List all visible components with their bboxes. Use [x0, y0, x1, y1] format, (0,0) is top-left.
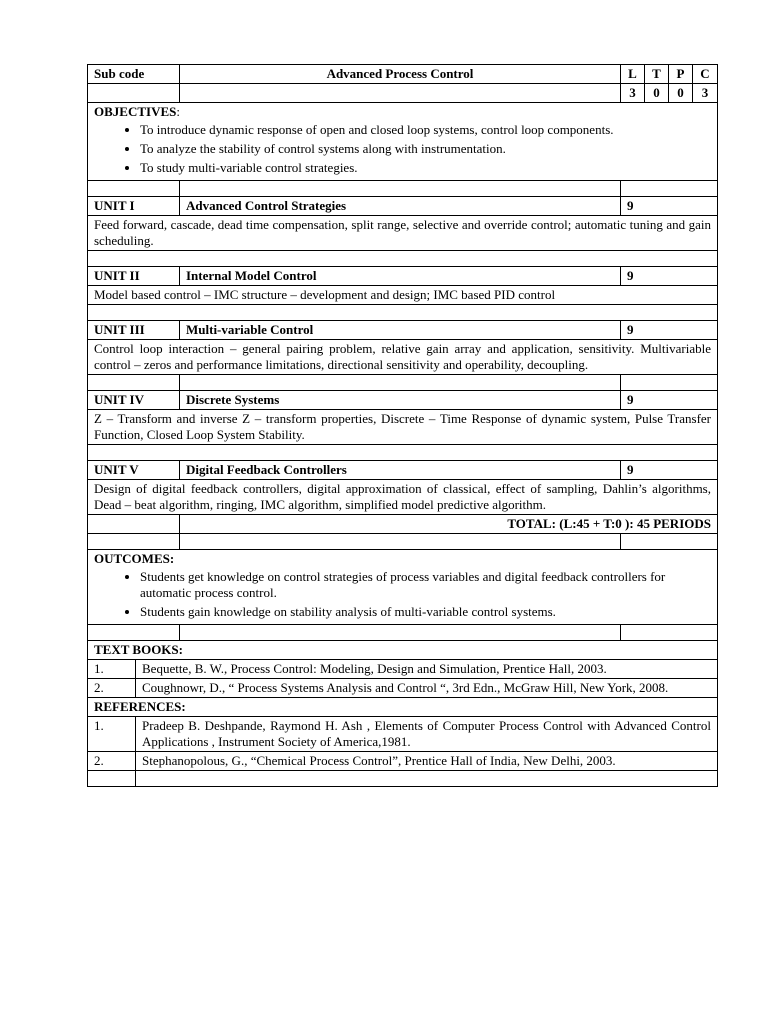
empty-cell: [88, 84, 180, 103]
spacer-row: [88, 251, 718, 267]
unit-5-title: Digital Feedback Controllers: [180, 461, 621, 480]
empty-cell: [88, 305, 718, 321]
objectives-section: [88, 103, 718, 181]
unit-2-label: UNIT II: [88, 267, 180, 286]
unit-3-content-row: [88, 340, 718, 375]
syllabus-table: [87, 64, 718, 787]
total-periods: TOTAL: (L:45 + T:0 ): 45 PERIODS: [180, 515, 718, 534]
ltpc-label-l: L: [621, 65, 645, 84]
unit-4-hours: 9: [621, 391, 718, 410]
empty-cell: [88, 534, 180, 550]
reference-entry: Stephanopolous, G., “Chemical Process Control”, Prentice Hall of India, New Delhi, 2003.: [136, 752, 718, 771]
course-title: Advanced Process Control: [180, 65, 621, 84]
unit-4-content: Z – Transform and inverse Z – transform properties, Discrete – Time Response of dynamic system, Pulse Transfer Function, Closed Loop System Stability.: [88, 410, 718, 445]
text-books-heading: TEXT BOOKS:: [88, 641, 718, 660]
unit-4-title: Discrete Systems: [180, 391, 621, 410]
empty-cell: [621, 534, 718, 550]
unit-1-label: UNIT I: [88, 197, 180, 216]
empty-cell: [88, 771, 136, 787]
unit-2-header: [88, 267, 718, 286]
unit-1-content-row: [88, 216, 718, 251]
objective-item: • To analyze the stability of control systems along with instrumentation.: [140, 141, 711, 157]
text-book-row: [88, 660, 718, 679]
ltpc-value-t: 0: [645, 84, 669, 103]
unit-5-hours: 9: [621, 461, 718, 480]
unit-1-header: [88, 197, 718, 216]
text-books-heading-row: [88, 641, 718, 660]
unit-4-header: [88, 391, 718, 410]
text-book-row: [88, 679, 718, 698]
objectives-colon: :: [176, 104, 180, 119]
unit-5-header: [88, 461, 718, 480]
reference-number: 1.: [88, 717, 136, 752]
unit-3-title: Multi-variable Control: [180, 321, 621, 340]
empty-cell: [88, 515, 180, 534]
unit-1-content: Feed forward, cascade, dead time compensation, split range, selective and override control; automatic tuning and gain scheduling.: [88, 216, 718, 251]
text-book-number: 2.: [88, 679, 136, 698]
references-heading-row: [88, 698, 718, 717]
empty-cell: [88, 181, 180, 197]
unit-3-header: [88, 321, 718, 340]
outcomes-heading: OUTCOMES:: [94, 551, 175, 566]
unit-4-label: UNIT IV: [88, 391, 180, 410]
outcome-item: • Students get knowledge on control strategies of process variables and digital feedback controllers for automatic process control.: [140, 569, 711, 601]
unit-3-label: UNIT III: [88, 321, 180, 340]
empty-cell: [621, 625, 718, 641]
outcomes-section: [88, 550, 718, 625]
objectives-cell: [88, 103, 718, 181]
empty-cell: [88, 251, 718, 267]
unit-4-content-row: [88, 410, 718, 445]
unit-1-hours: 9: [621, 197, 718, 216]
reference-row: [88, 752, 718, 771]
spacer-row: [88, 305, 718, 321]
empty-cell: [180, 534, 621, 550]
ltpc-value-l: 3: [621, 84, 645, 103]
outcomes-list: [94, 569, 711, 620]
spacer-row: [88, 375, 718, 391]
syllabus-document: [87, 64, 717, 787]
text-book-number: 1.: [88, 660, 136, 679]
unit-2-content-row: [88, 286, 718, 305]
ltpc-label-p: P: [669, 65, 693, 84]
ltpc-value-p: 0: [669, 84, 693, 103]
unit-3-hours: 9: [621, 321, 718, 340]
empty-cell: [88, 375, 180, 391]
objective-item: • To study multi-variable control strategies.: [140, 160, 711, 176]
header-row: [88, 65, 718, 84]
unit-2-title: Internal Model Control: [180, 267, 621, 286]
spacer-row: [88, 534, 718, 550]
empty-cell: [136, 771, 718, 787]
objectives-list: [94, 122, 711, 176]
empty-cell: [180, 625, 621, 641]
text-book-entry: Coughnowr, D., “ Process Systems Analysis and Control “, 3rd Edn., McGraw Hill, New York, 2008.: [136, 679, 718, 698]
objective-item: • To introduce dynamic response of open and closed loop systems, control loop components.: [140, 122, 711, 138]
empty-cell: [180, 375, 621, 391]
unit-1-title: Advanced Control Strategies: [180, 197, 621, 216]
outcomes-cell: [88, 550, 718, 625]
sub-code-label: Sub code: [88, 65, 180, 84]
unit-2-hours: 9: [621, 267, 718, 286]
outcome-item: • Students gain knowledge on stability analysis of multi-variable control systems.: [140, 604, 711, 620]
empty-cell: [621, 375, 718, 391]
reference-row: [88, 717, 718, 752]
spacer-row: [88, 181, 718, 197]
total-row: [88, 515, 718, 534]
ltpc-value-c: 3: [693, 84, 718, 103]
text-book-entry: Bequette, B. W., Process Control: Modeling, Design and Simulation, Prentice Hall, 2003.: [136, 660, 718, 679]
empty-cell: [180, 181, 621, 197]
reference-number: 2.: [88, 752, 136, 771]
unit-2-content: Model based control – IMC structure – development and design; IMC based PID control: [88, 286, 718, 305]
empty-cell: [88, 445, 718, 461]
empty-cell: [621, 181, 718, 197]
unit-3-content: Control loop interaction – general pairing problem, relative gain array and application, sensitivity. Multivariable control – zeros and performance limitations, directional sensitivity and operability, decoupling.: [88, 340, 718, 375]
spacer-row: [88, 625, 718, 641]
empty-cell: [180, 84, 621, 103]
empty-cell: [88, 625, 180, 641]
unit-5-label: UNIT V: [88, 461, 180, 480]
references-heading: REFERENCES:: [88, 698, 718, 717]
ltpc-label-c: C: [693, 65, 718, 84]
reference-entry: Pradeep B. Deshpande, Raymond H. Ash , Elements of Computer Process Control with Advanced Control Applications , Instrument Society of America,1981.: [136, 717, 718, 752]
objectives-heading: OBJECTIVES: [94, 104, 177, 119]
spacer-row: [88, 771, 718, 787]
unit-5-content: Design of digital feedback controllers, digital approximation of classical, effect of sampling, Dahlin’s algorithms, Dead – beat algorithm, ringing, IMC algorithm, simplified model predictive algorithm.: [88, 480, 718, 515]
spacer-row: [88, 445, 718, 461]
ltpc-values-row: [88, 84, 718, 103]
ltpc-label-t: T: [645, 65, 669, 84]
unit-5-content-row: [88, 480, 718, 515]
